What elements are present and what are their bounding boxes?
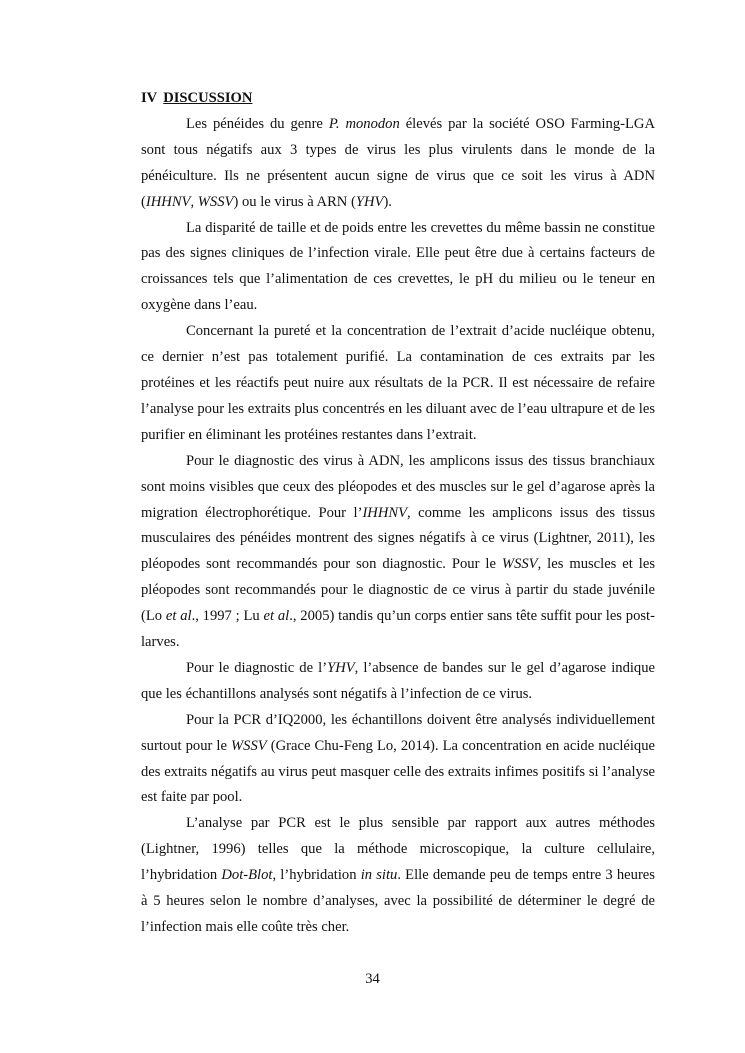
italic-term: in situ (360, 867, 398, 884)
page-number: 34 (365, 971, 380, 987)
italic-term: WSSV (231, 737, 267, 754)
text-run: La disparité de taille et de poids entre les crevettes du même bassin ne constitue pas des signes cliniques de l’infection virale. Elle peut être due à certains facteurs de croissances tels que l’alimentation de ces crevettes, le pH du milieu ou le teneur en oxygène dans l’eau. (141, 219, 655, 314)
italic-term: IHHNV (362, 504, 408, 521)
text-run: ). (383, 193, 392, 210)
page-content (141, 86, 655, 941)
text-run: , l’absence de bandes sur le gel d’agarose indique que les échantillons analysés sont négatifs à l’infection de ce virus. (141, 659, 655, 702)
text-run: , les muscles et les pléopodes sont recommandés pour le diagnostic de ce virus à partir du stade juvénile (Lo (141, 556, 655, 625)
text-run: ., 2005) tandis qu’un corps entier sans tête suffit pour les post-larves. (141, 608, 655, 651)
italic-term: WSSV (501, 556, 538, 573)
italic-term: Dot-Blot (221, 867, 273, 884)
text-run: Pour le diagnostic de l’ (186, 659, 328, 676)
text-run: élevés par la société OSO Farming-LGA sont tous négatifs aux 3 types de virus les plus virulents dans le monde de la pénéiculture. Ils ne présentent aucun signe de virus que ce soit les virus à ADN ( (141, 115, 655, 210)
section-title: DISCUSSION (163, 90, 253, 106)
paragraph (141, 112, 655, 216)
section-number: IV (141, 90, 158, 106)
paragraph (141, 216, 655, 320)
text-run: Concernant la pureté et la concentration de l’extrait d’acide nucléique obtenu, ce dernier n’est pas totalement purifié. La contamination de ces extraits par les protéines et les réactifs peut nuire aux résultats de la PCR. Il est nécessaire de refaire l’analyse pour les extraits plus concentrés en les diluant avec de l’eau ultrapure et de les purifier en éliminant les protéines restantes dans l’extrait. (141, 323, 655, 443)
text-run: , l’hybridation (272, 867, 361, 884)
text-run: , (190, 193, 198, 210)
italic-term: IHHNV (145, 193, 191, 210)
italic-term: et al (165, 608, 192, 625)
italic-term: et al (263, 608, 290, 625)
paragraph (141, 708, 655, 812)
text-run: L’analyse par PCR est le plus sensible par rapport aux autres méthodes (Lightner, 1996) telles que la méthode microscopique, la culture cellulaire, l’hybridation (141, 815, 655, 884)
paragraph (141, 811, 655, 941)
text-run: . Elle demande peu de temps entre 3 heures à 5 heures selon le nombre d’analyses, avec la possibilité de déterminer le degré de l’infection mais elle coûte très cher. (141, 867, 655, 935)
text-run: Pour la PCR d’IQ2000, les échantillons doivent être analysés individuellement surtout pour le (141, 711, 655, 754)
italic-term: P. monodon (328, 115, 400, 132)
text-run: ., 1997 ; Lu (191, 608, 264, 625)
italic-term: WSSV (197, 193, 234, 210)
text-run: , comme les amplicons issus des tissus musculaires des pénéides montrent des signes négatifs à ce virus (Lightner, 2011), les pléopodes sont recommandés pour son diagnostic. Pour le (141, 504, 655, 573)
paragraph (141, 319, 655, 449)
discussion-body (141, 112, 655, 941)
italic-term: YHV (355, 193, 384, 210)
paragraph (141, 656, 655, 708)
text-run: ) ou le virus à ARN ( (233, 193, 356, 210)
section-heading (141, 86, 655, 112)
text-run: Les pénéides du genre (186, 115, 329, 132)
text-run: (Grace Chu-Feng Lo, 2014). La concentration en acide nucléique des extraits négatifs au virus peut masquer celle des extraits infimes positifs si l’analyse est faite par pool. (141, 737, 655, 806)
text-run: Pour le diagnostic des virus à ADN, les amplicons issus des tissus branchiaux sont moins visibles que ceux des pléopodes et des muscles sur le gel d’agarose après la migration électrophorétique. Pour l’ (141, 452, 655, 521)
paragraph (141, 449, 655, 656)
italic-term: YHV (327, 659, 355, 676)
